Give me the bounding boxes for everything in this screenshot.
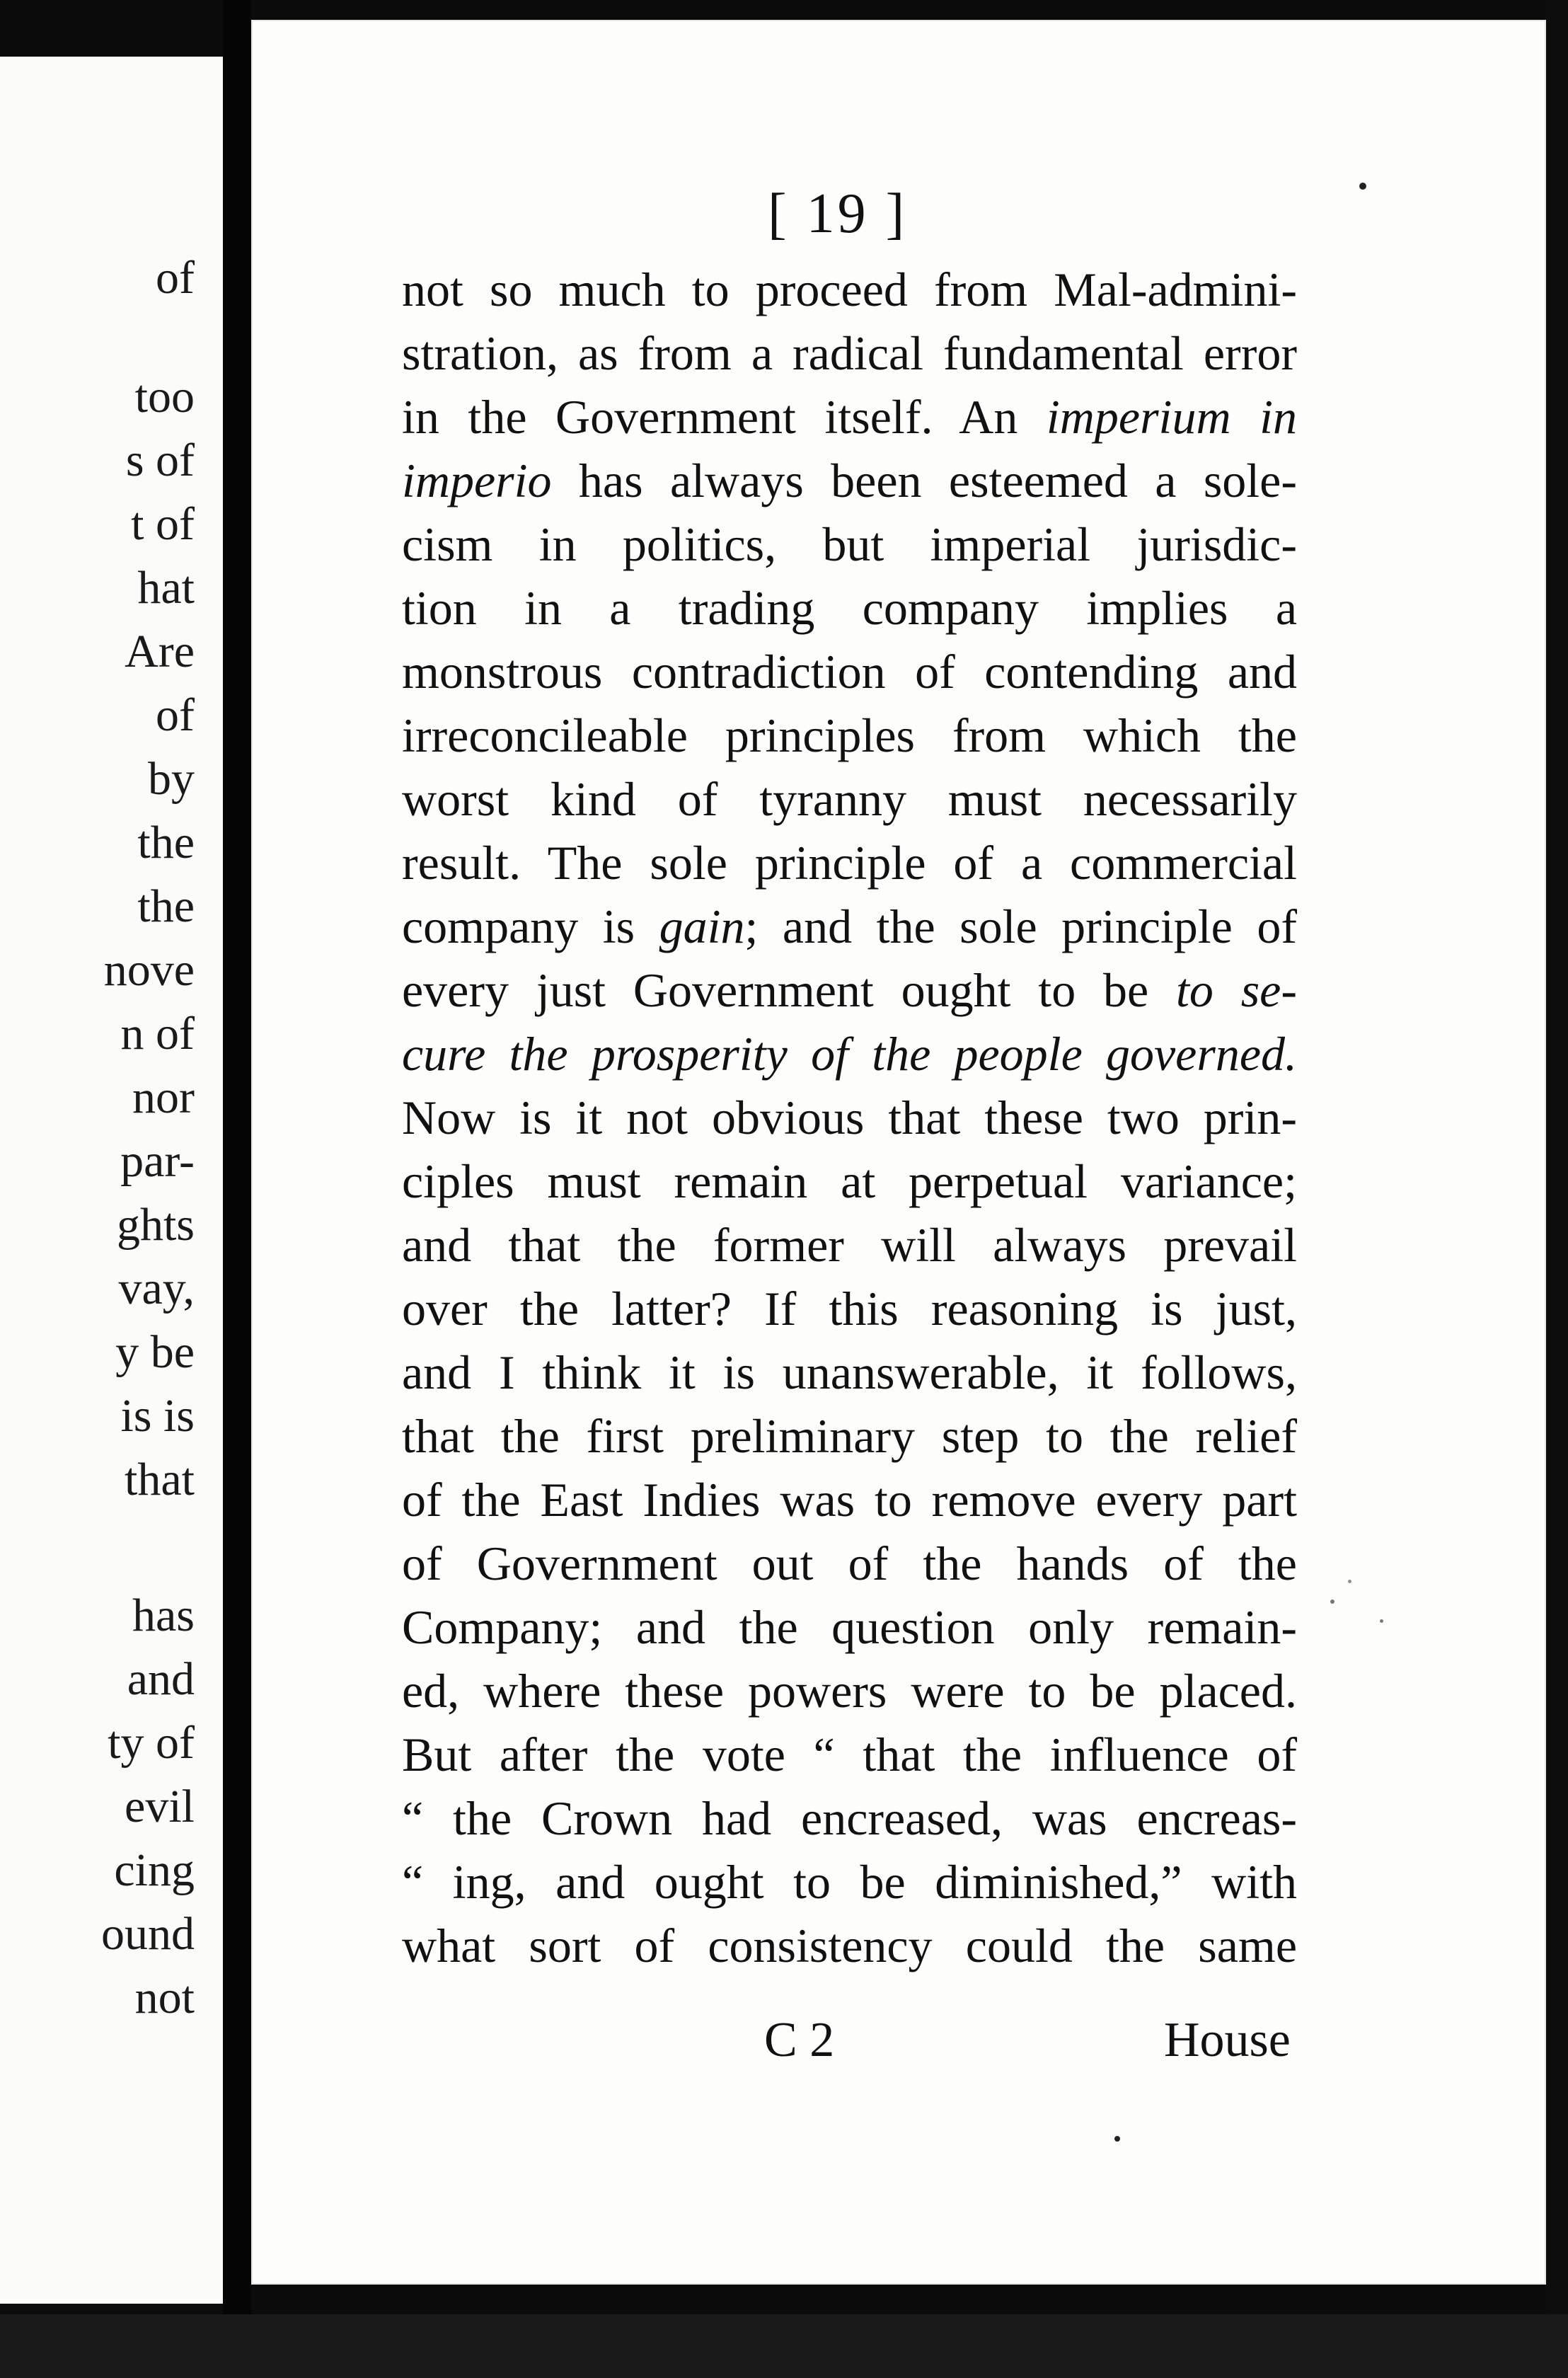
left-page-fragment: par-	[120, 1135, 195, 1187]
text-line: ciples must remain at perpetual variance;	[402, 1154, 1297, 1208]
page-edge	[1546, 0, 1568, 2336]
book-gutter	[223, 0, 251, 2336]
left-page-fragment: Are	[125, 626, 195, 677]
text-line: cism in politics, but imperial jurisdic-	[402, 517, 1297, 571]
left-page-fragment: of	[156, 689, 195, 741]
text-line: over the latter? If this reasoning is just,	[402, 1282, 1297, 1336]
catchword: House	[1164, 2013, 1291, 2067]
left-page-fragment: hat	[137, 562, 195, 614]
signature-mark: C 2	[764, 2013, 835, 2067]
left-page-fragment: the	[137, 817, 195, 868]
text-line: irreconcileable principles from which the	[402, 708, 1297, 762]
text-line: that the first preliminary step to the relief	[402, 1409, 1297, 1463]
text-line: company is gain; and the sole principle of	[402, 900, 1297, 953]
left-page-fragment: the	[137, 880, 195, 932]
scan-border-bottom	[0, 2314, 1568, 2378]
left-page-fragment: ty of	[108, 1717, 195, 1769]
text-line: “ the Crown had encreased, was encreas-	[402, 1791, 1297, 1845]
left-page-fragment: and	[127, 1653, 195, 1705]
text-line: Now is it not obvious that these two prin-	[402, 1091, 1297, 1144]
text-line: of the East Indies was to remove every part	[402, 1473, 1297, 1527]
left-page-fragment: evil	[125, 1781, 195, 1832]
left-page-fragment: y be	[115, 1326, 195, 1378]
left-page-fragment: cing	[114, 1844, 195, 1896]
text-line: result. The sole principle of a commercial	[402, 836, 1297, 890]
left-page-fragment: vay,	[118, 1263, 195, 1314]
left-page-fragment: too	[134, 371, 195, 423]
left-page-fragment: nove	[103, 944, 195, 996]
text-line: stration, as from a radical fundamental error	[402, 326, 1297, 380]
left-page-fragment: n of	[120, 1008, 195, 1059]
ink-speck	[1359, 183, 1366, 190]
left-page-fragment: nor	[132, 1072, 195, 1123]
left-page-fragment: s of	[125, 435, 195, 486]
left-page-fragment: that	[125, 1454, 195, 1505]
text-line: tion in a trading company implies a	[402, 581, 1297, 635]
left-page-fragment: is is	[120, 1390, 195, 1442]
left-page-fragment: has	[132, 1590, 195, 1641]
text-line: imperio has always been esteemed a sole-	[402, 454, 1297, 507]
text-line: of Government out of the hands of the	[402, 1536, 1297, 1590]
left-page-fragment: by	[148, 753, 195, 805]
ink-speck	[1380, 1619, 1383, 1623]
text-line: and I think it is unanswerable, it follows,	[402, 1345, 1297, 1399]
text-line: not so much to proceed from Mal-admini-	[402, 263, 1297, 316]
ink-speck	[1348, 1580, 1351, 1583]
text-line: But after the vote “ that the influence of	[402, 1728, 1297, 1781]
text-line: cure the prosperity of the people governed.	[402, 1027, 1297, 1081]
text-line: worst kind of tyranny must necessarily	[402, 772, 1297, 826]
ink-speck	[1330, 1599, 1334, 1604]
page-number: [ 19 ]	[768, 183, 908, 245]
left-page-fragment: of	[156, 252, 195, 304]
text-line: what sort of consistency could the same	[402, 1919, 1297, 1972]
text-line: ed, where these powers were to be placed.	[402, 1664, 1297, 1718]
text-line: and that the former will always prevail	[402, 1218, 1297, 1272]
left-page-fragment: t of	[131, 498, 195, 550]
left-page-fragment: not	[134, 1972, 195, 2023]
text-line: every just Government ought to be to se-	[402, 963, 1297, 1017]
text-line: in the Government itself. An imperium in	[402, 390, 1297, 444]
left-page-fragment: ghts	[116, 1199, 195, 1251]
left-page-fragment: ound	[101, 1908, 195, 1960]
left-facing-page	[0, 57, 223, 2304]
text-line: Company; and the question only remain-	[402, 1600, 1297, 1654]
ink-speck	[1114, 2136, 1120, 2142]
text-line: monstrous contradiction of contending and	[402, 645, 1297, 699]
text-line: “ ing, and ought to be diminished,” with	[402, 1855, 1297, 1909]
